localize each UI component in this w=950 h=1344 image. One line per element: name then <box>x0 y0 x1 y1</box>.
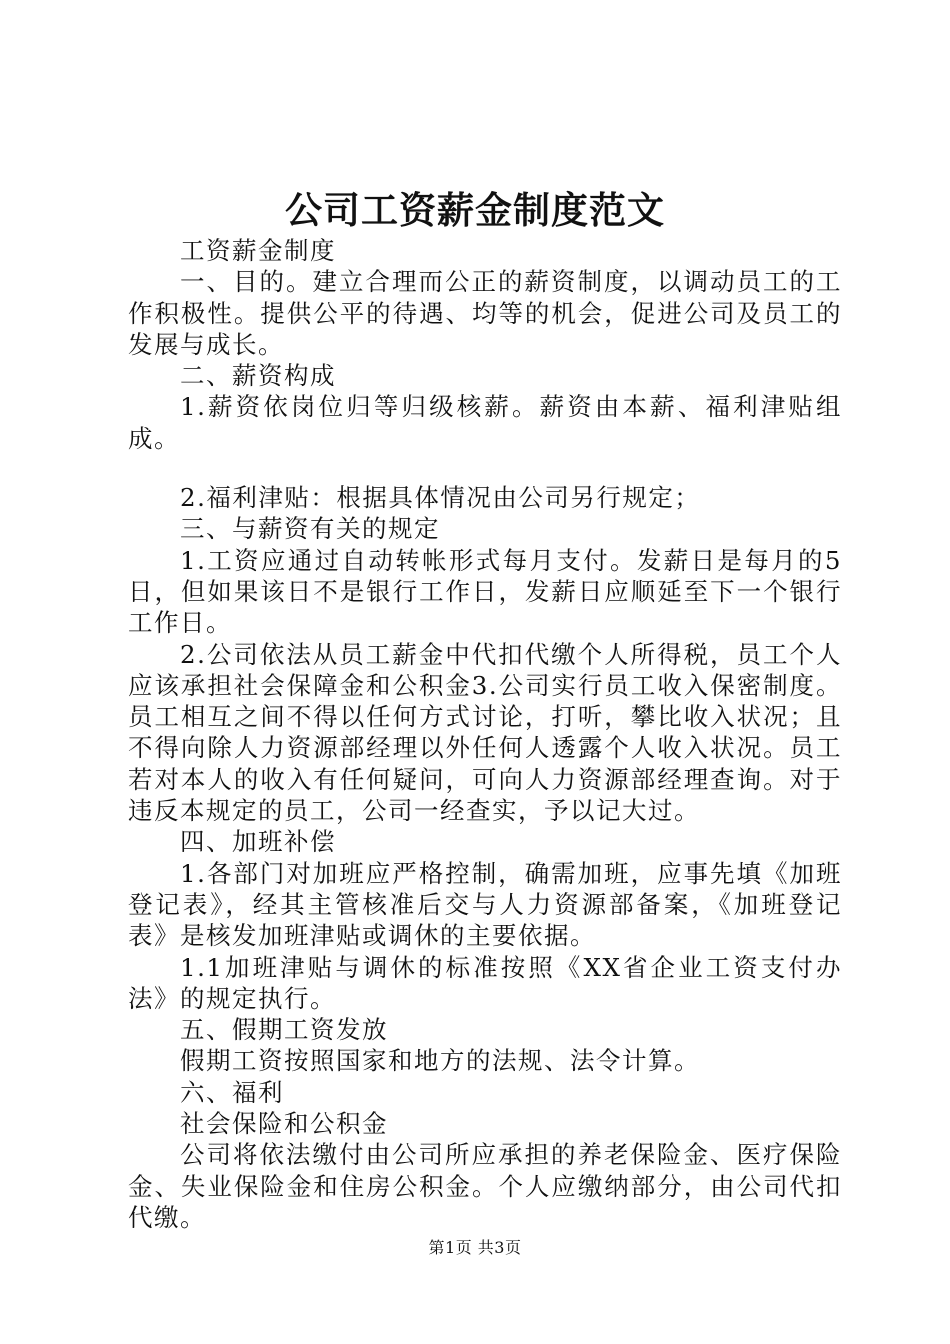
paragraph-overtime-1: 1.各部门对加班应严格控制，确需加班，应事先填《加班登记表》，经其主管核准后交与人力资源部备案，《加班登记表》是核发加班津贴或调休的主要依据。 <box>128 858 842 951</box>
section-heading-overtime: 四、加班补偿 <box>180 827 336 857</box>
section-heading-composition: 二、薪资构成 <box>180 361 336 391</box>
section-heading-holiday: 五、假期工资发放 <box>180 1015 388 1045</box>
section-heading-rules: 三、与薪资有关的规定 <box>180 514 440 544</box>
paragraph-composition-1: 1.薪资依岗位归等归级核薪。薪资由本薪、福利津贴组成。 <box>128 392 842 453</box>
page-number-footer: 第1页 共3页 <box>428 1238 522 1257</box>
document-body <box>128 235 842 1233</box>
paragraph-composition-2: 2.福利津贴：根据具体情况由公司另行规定； <box>180 483 701 513</box>
paragraph-purpose: 一、目的。建立合理而公正的薪资制度，以调动员工的工作积极性。提供公平的待遇、均等的机会，促进公司及员工的发展与成长。 <box>128 267 842 359</box>
subheading-insurance: 社会保险和公积金 <box>180 1109 388 1139</box>
paragraph-rules-1: 1.工资应通过自动转帐形式每月支付。发薪日是每月的5日，但如果该日不是银行工作日，发薪日应顺延至下一个银行工作日。 <box>128 545 842 638</box>
paragraph-overtime-1-1: 1.1加班津贴与调休的标准按照《XX省企业工资支付办法》的规定执行。 <box>128 952 842 1013</box>
paragraph-rules-2: 2.公司依法从员工薪金中代扣代缴个人所得税，员工个人应该承担社会保障金和公积金3.公司实行员工收入保密制度。员工相互之间不得以任何方式讨论，打听，攀比收入状况；且不得向除人力资源部经理以外任何人透露个人收入状况。员工若对本人的收入有任何疑问，可向人力资源部经理查询。对于违反本规定的员工，公司一经查实，予以记大过。 <box>128 639 842 826</box>
document-title: 公司工资薪金制度范文 <box>285 188 665 232</box>
paragraph-insurance: 公司将依法缴付由公司所应承担的养老保险金、医疗保险金、失业保险金和住房公积金。个人应缴纳部分，由公司代扣代缴。 <box>128 1140 842 1232</box>
paragraph-heading: 工资薪金制度 <box>180 236 336 265</box>
section-heading-welfare: 六、福利 <box>180 1077 284 1107</box>
paragraph-holiday: 假期工资按照国家和地方的法规、法令计算。 <box>180 1046 700 1076</box>
